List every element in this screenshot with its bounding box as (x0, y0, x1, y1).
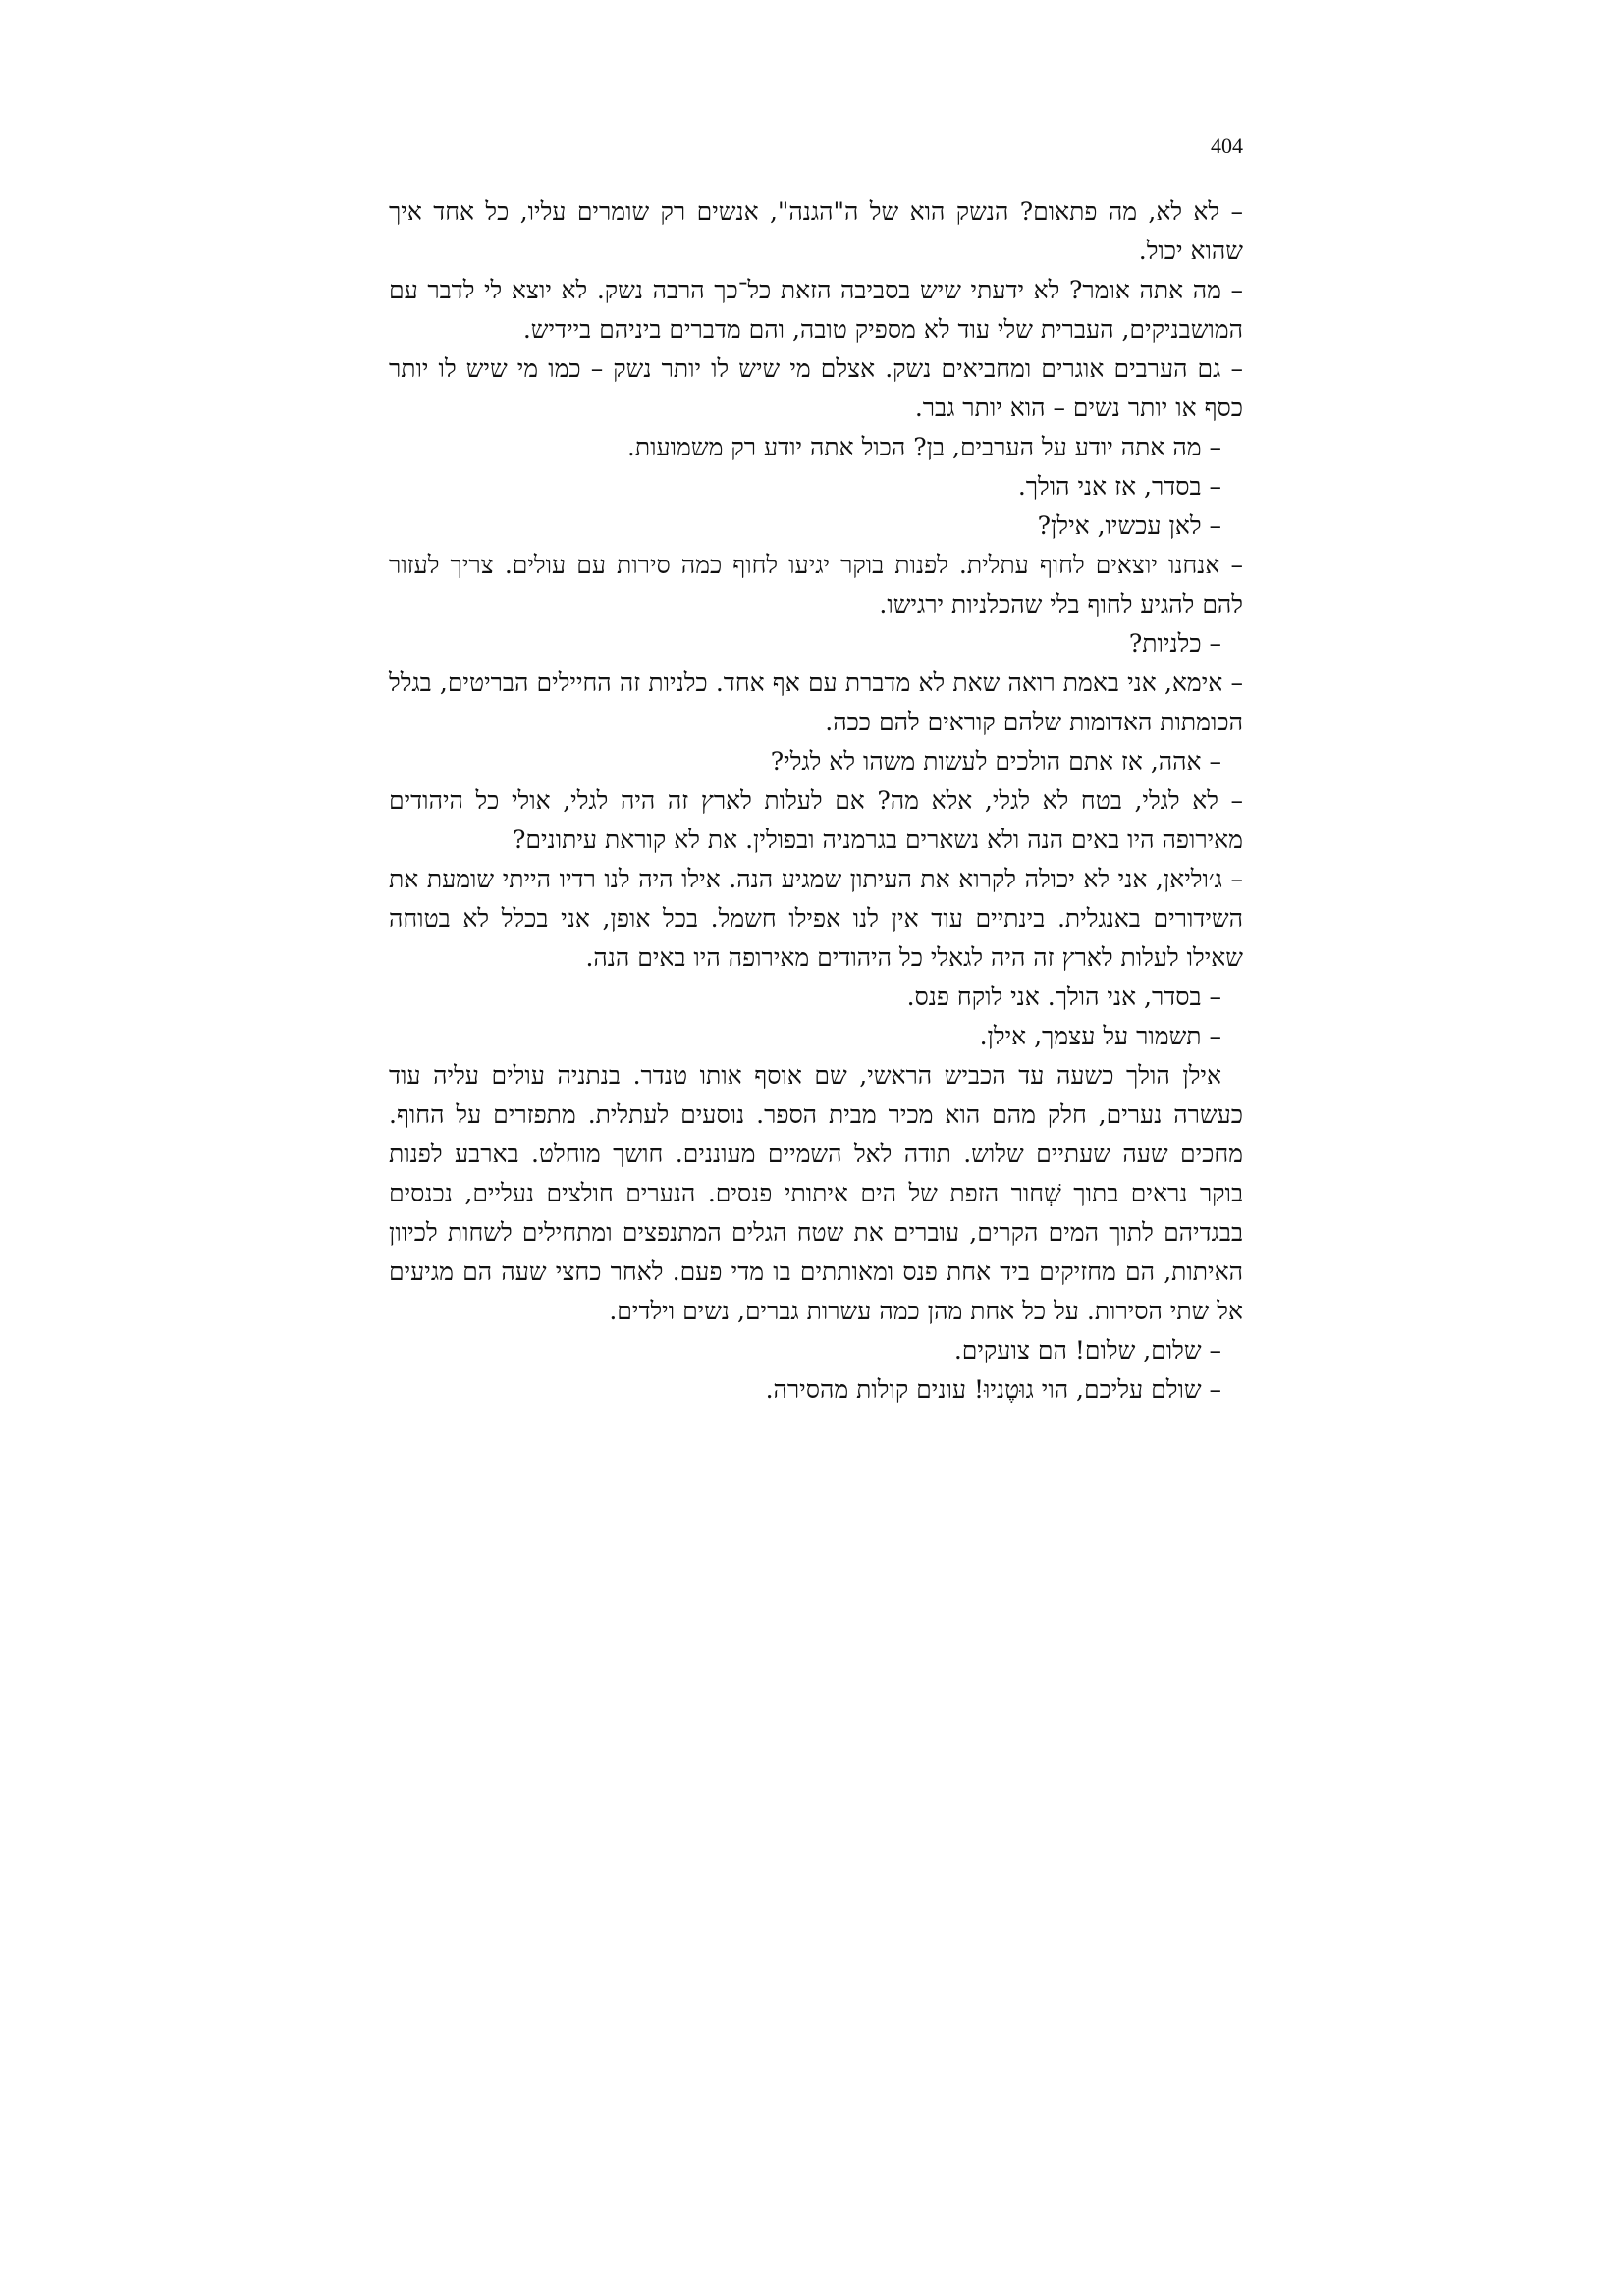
paragraph: – אהה, אז אתם הולכים לעשות משהו לא לגלי? (770, 747, 1221, 775)
paragraph: – לא לגלי, בטח לא לגלי, אלא מה? אם לעלות לארץ זה היה לגלי, אולי כל היהודים מאירופה היו באים הנה ולא נשארים בגרמניה ובפולין. את לא קוראת עיתונים? (389, 786, 1243, 854)
paragraph: – ג׳וליאן, אני לא יכולה לקרוא את העיתון שמגיע הנה. אילו היה לנו רדיו הייתי שומעת את השידורים באנגלית. בינתיים עוד אין לנו אפילו חשמל. בכל אופן, אני בכלל לא בטוחה שאילו לעלות לארץ זה היה לגאלי כל היהודים מאירופה היו באים הנה. (389, 865, 1243, 972)
body-text (389, 192, 1243, 1410)
paragraph: – שלום, שלום! הם צועקים. (953, 1336, 1221, 1364)
paragraph: – אימא, אני באמת רואה שאת לא מדברת עם אף אחד. כלניות זה החיילים הבריטים, בגלל הכומתות האדומות שלהם קוראים להם ככה. (389, 668, 1243, 736)
paragraph: – מה אתה אומר? לא ידעתי שיש בסביבה הזאת כל־כך הרבה נשק. לא יוצא לי לדבר עם המושבניקים, העברית שלי עוד לא מספיק טובה, והם מדברים ביניהם ביידיש. (389, 276, 1243, 344)
paragraph: – בסדר, אז אני הולך. (1017, 472, 1221, 501)
page-number: 404 (1211, 133, 1243, 158)
paragraph: – לא לא, מה פתאום? הנשק הוא של ה"הגנה", אנשים רק שומרים עליו, כל אחד איך שהוא יכול. (389, 197, 1243, 265)
paragraph: – אנחנו יוצאים לחוף עתלית. לפנות בוקר יגיעו לחוף כמה סירות עם עולים. צריך לעזור להם להגיע לחוף בלי שהכלניות ירגישו. (389, 551, 1243, 618)
paragraph: – בסדר, אני הולך. אני לוקח פנס. (906, 983, 1221, 1011)
paragraph: – גם הערבים אוגרים ומחביאים נשק. אצלם מי שיש לו יותר נשק – כמו מי שיש לו יותר כסף או יותר נשים – הוא יותר גבר. (389, 354, 1243, 422)
paragraph: – לאן עכשיו, אילן? (1037, 511, 1221, 540)
paragraph: – כלניות? (1128, 629, 1221, 658)
paragraph: – שולם עליכם, הוי גוּטֶניוּ! עונים קולות מהסירה. (765, 1375, 1221, 1404)
paragraph: – מה אתה יודע על הערבים, בן? הכול אתה יודע רק משמועות. (626, 433, 1221, 461)
paragraph: – תשמור על עצמך, אילן. (979, 1022, 1221, 1050)
paragraph: אילן הולך כשעה עד הכביש הראשי, שם אוסף אותו טנדר. בנתניה עולים עליה עוד כעשרה נערים, חלק מהם הוא מכיר מבית הספר. נוסעים לעתלית. מתפזרים על החוף. מחכים שעה שעתיים שלוש. תודה לאל השמיים מעוננים. חושך מוחלט. בארבע לפנות בוקר נראים בתוך שְׁחור הזפת של הים איתותי פנסים. הנערים חולצים נעליים, נכנסים בבגדיהם לתוך המים הקרים, עוברים את שטח הגלים המתנפצים ומתחילים לשחות לכיוון האיתות, הם מחזיקים ביד אחת פנס ומאותתים בו מדי פעם. לאחר כחצי שעה הם מגיעים אל שתי הסירות. על כל אחת מהן כמה עשרות גברים, נשים וילדים. (389, 1061, 1243, 1325)
